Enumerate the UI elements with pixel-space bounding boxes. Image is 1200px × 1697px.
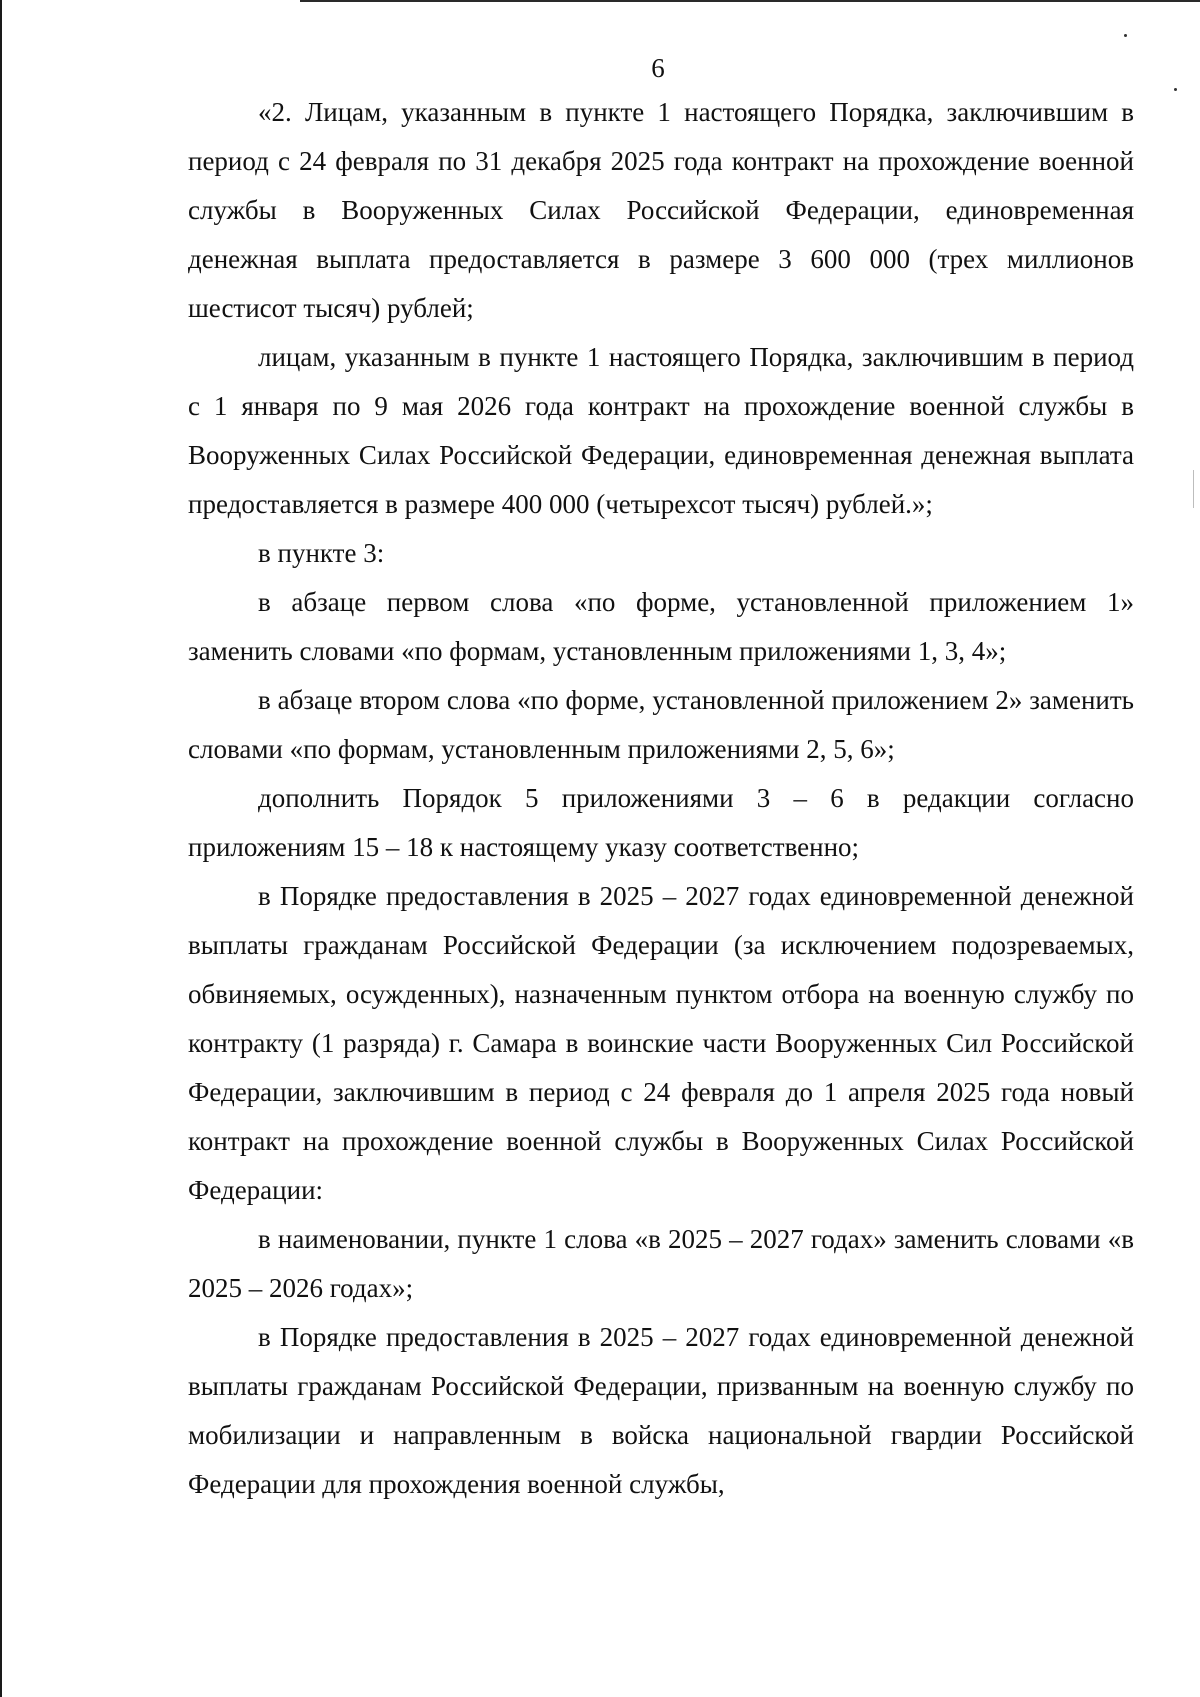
document-body xyxy=(188,88,1134,1509)
scan-right-mark xyxy=(1193,470,1194,508)
paragraph: дополнить Порядок 5 приложениями 3 – 6 в редакции согласно приложениям 15 – 18 к настоящему указу соответственно; xyxy=(188,783,1134,862)
scan-speck xyxy=(1124,34,1127,37)
paragraph: в наименовании, пункте 1 слова «в 2025 – 2027 годах» заменить словами «в 2025 – 2026 годах»; xyxy=(188,1224,1134,1303)
paragraph: в пункте 3: xyxy=(258,538,385,568)
paragraph: «2. Лицам, указанным в пункте 1 настоящего Порядка, заключившим в период с 24 февраля по 31 декабря 2025 года контракт на прохождение военной службы в Вооруженных Силах Российской Федерации, единовременная денежная выплата предоставляется в размере 3 600 000 (трех миллионов шестисот тысяч) рублей; xyxy=(188,97,1134,323)
paragraph: в Порядке предоставления в 2025 – 2027 годах единовременной денежной выплаты гражданам Российской Федерации, призванным на военную службу по мобилизации и направленным в войска национальной гвардии Российской Федерации для прохождения военной службы, xyxy=(188,1322,1134,1499)
scan-speck xyxy=(1174,88,1177,91)
paragraph: в абзаце втором слова «по форме, установленной приложением 2» заменить словами «по формам, установленным приложениями 2, 5, 6»; xyxy=(188,685,1134,764)
paragraph: лицам, указанным в пункте 1 настоящего Порядка, заключившим в период с 1 января по 9 мая 2026 года контракт на прохождение военной службы в Вооруженных Силах Российской Федерации, единовременная денежная выплата предоставляется в размере 400 000 (четырехсот тысяч) рублей.»; xyxy=(188,342,1134,519)
paragraph: в абзаце первом слова «по форме, установленной приложением 1» заменить словами «по формам, установленным приложениями 1, 3, 4»; xyxy=(188,587,1134,666)
paragraph: в Порядке предоставления в 2025 – 2027 годах единовременной денежной выплаты гражданам Российской Федерации (за исключением подозреваемых, обвиняемых, осужденных), назначенным пунктом отбора на военную службу по контракту (1 разряда) г. Самара в воинские части Вооруженных Сил Российской Федерации, заключившим в период с 24 февраля до 1 апреля 2025 года новый контракт на прохождение военной службы в Вооруженных Силах Российской Федерации: xyxy=(188,881,1134,1205)
scan-left-edge xyxy=(0,0,2,1697)
scan-top-edge xyxy=(300,0,1200,2)
page-number: 6 xyxy=(651,53,665,83)
